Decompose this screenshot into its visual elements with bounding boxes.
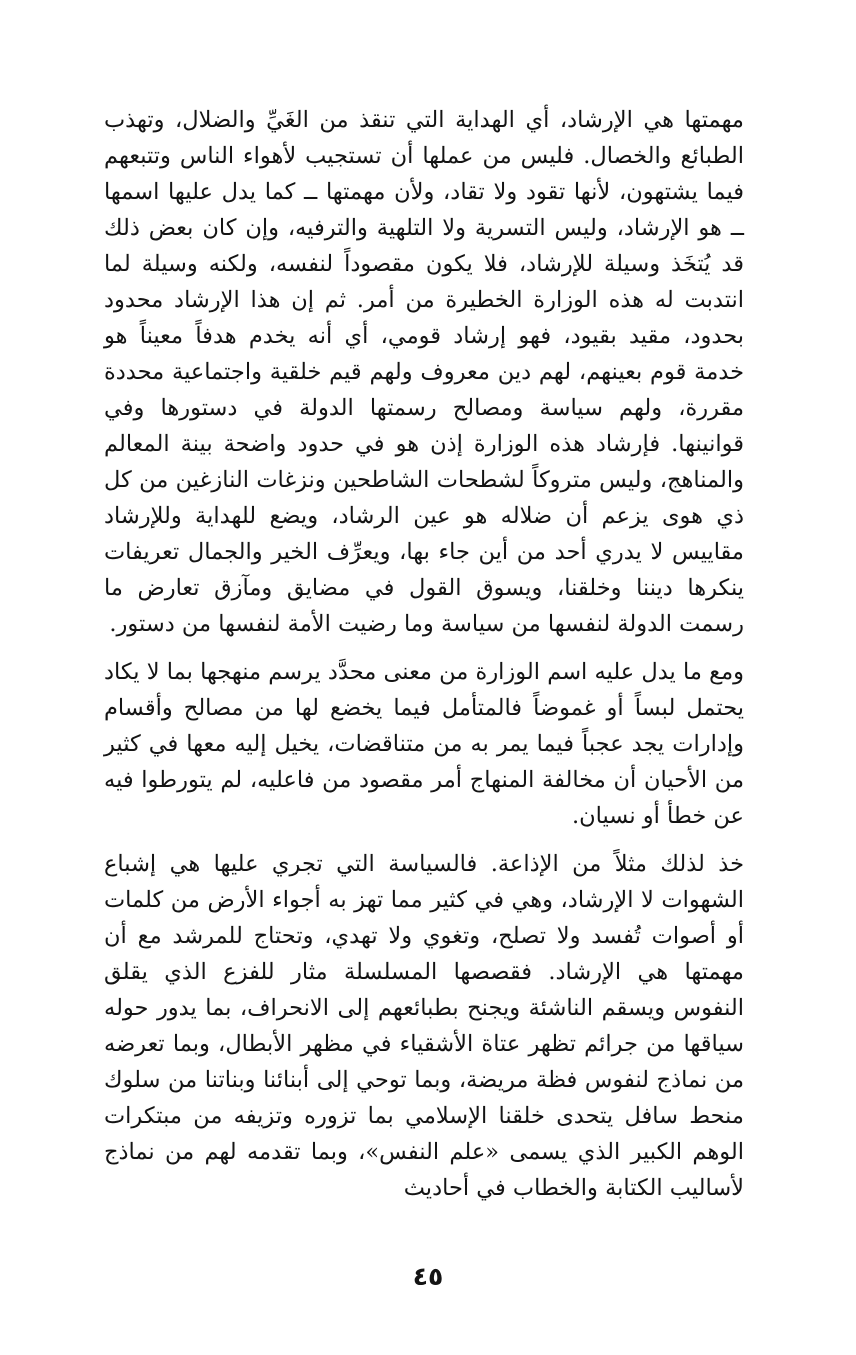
paragraph-1: مهمتها هي الإرشاد، أي الهداية التي تنقذ من الغَيِّ والضلال، وتهذب الطبائع والخصال. فليس من عملها أن تستجيب لأهواء الناس وتتبعهم فيما يشتهون، لأنها تقود ولا تقاد، ولأن مهمتها ــ كما يدل عليها اسمها ــ هو الإرشاد، وليس التسرية ولا التلهية والترفيه، وإن كان بعض ذلك قد يُتخَذ وسيلة للإرشاد، فلا يكون مقصوداً لنفسه، ولكنه وسيلة لما انتدبت له هذه الوزارة الخطيرة من أمر. ثم إن هذا الإرشاد محدود بحدود، مقيد بقيود، فهو إرشاد قومي، أي أنه يخدم هدفاً معيناً هو خدمة قوم بعينهم، لهم دين معروف ولهم قيم خلقية واجتماعية محددة مقررة، ولهم سياسة ومصالح رسمتها الدولة في دستورها وفي قوانينها. فإرشاد هذه الوزارة إذن هو في حدود واضحة بينة المعالم والمناهج، وليس متروكاً لشطحات الشاطحين ونزغات النازغين من كل ذي هوى يزعم أن ضلاله هو عين الرشاد، ويضع للهداية وللإرشاد مقاييس لا يدري أحد من أين جاء بها، ويعرِّف الخير والجمال تعريفات ينكرها ديننا وخلقنا، ويسوق القول في مضايق ومآزق تعارض ما رسمت الدولة لنفسها من سياسة وما رضيت الأمة لنفسها من دستور. xyxy=(104,107,744,637)
paragraph-2: ومع ما يدل عليه اسم الوزارة من معنى محدَّد يرسم منهجها بما لا يكاد يحتمل لبساً أو غموضاً فالمتأمل فيما يخضع لها من مصالح وأقسام وإدارات يجد عجباً فيما يمر به من متناقضات، يخيل إليه معها في كثير من الأحيان أن مخالفة المنهاج أمر مقصود من فاعليه، لم يتورطوا فيه عن خطأ أو نسيان. xyxy=(104,659,744,829)
paragraph-3: خذ لذلك مثلاً من الإذاعة. فالسياسة التي تجري عليها هي إشباع الشهوات لا الإرشاد، وهي في كثير مما تهز به أجواء الأرض من كلمات أو أصوات تُفسد ولا تصلح، وتغوي ولا تهدي، وتحتاج للمرشد مع أن مهمتها هي الإرشاد. فقصصها المسلسلة مثار للفزع الذي يقلق النفوس ويسقم الناشئة ويجنح بطبائعهم إلى الانحراف، بما يدور حوله سياقها من جرائم تظهر عتاة الأشقياء في مظهر الأبطال، وبما تعرضه من نماذج لنفوس فظة مريضة، وبما توحي إلى أبنائنا وبناتنا من سلوك منحط سافل يتحدى خلقنا الإسلامي بما تزوره وتزيفه من مبتكرات الوهم الكبير الذي يسمى «علم النفس»، وبما تقدمه لهم من نماذج لأساليب الكتابة والخطاب في أحاديث xyxy=(104,851,744,1201)
page-number: ٤٥ xyxy=(412,1262,444,1291)
page-body xyxy=(104,102,744,1206)
